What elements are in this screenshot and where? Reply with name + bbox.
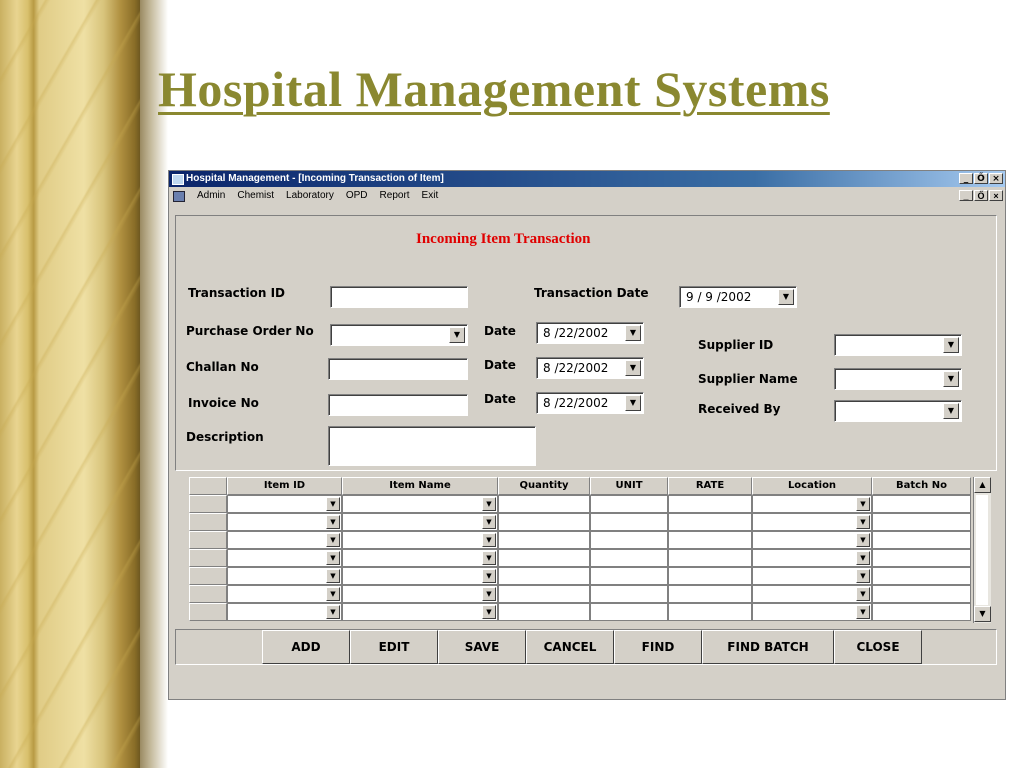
challan-date-label: Date xyxy=(484,358,516,372)
cancel-button[interactable]: CANCEL xyxy=(526,630,614,664)
transaction-date-label: Transaction Date xyxy=(534,286,649,300)
unit-cell[interactable] xyxy=(590,585,668,603)
row-header[interactable] xyxy=(189,567,227,585)
supplier-name-label: Supplier Name xyxy=(698,372,798,386)
rate-cell[interactable] xyxy=(668,495,752,513)
chevron-down-icon[interactable]: ▼ xyxy=(943,403,959,419)
chevron-down-icon[interactable]: ▼ xyxy=(326,497,340,511)
chevron-down-icon[interactable]: ▼ xyxy=(326,569,340,583)
batch-no-cell[interactable] xyxy=(872,495,971,513)
edit-button[interactable]: EDIT xyxy=(350,630,438,664)
location-cell[interactable] xyxy=(752,585,872,603)
batch-no-cell[interactable] xyxy=(872,603,971,621)
window-title: Hospital Management - [Incoming Transaction of Item] xyxy=(186,173,444,184)
unit-cell[interactable] xyxy=(590,567,668,585)
menu-admin[interactable]: Admin xyxy=(197,190,226,201)
item-name-cell[interactable] xyxy=(342,585,498,603)
quantity-cell[interactable] xyxy=(498,549,590,567)
rate-cell[interactable] xyxy=(668,531,752,549)
decorative-side-bar xyxy=(0,0,140,768)
challan-date-picker[interactable] xyxy=(536,357,644,379)
received-by-label: Received By xyxy=(698,402,781,416)
chevron-down-icon[interactable]: ▼ xyxy=(856,497,870,511)
challan-label: Challan No xyxy=(186,360,259,374)
item-name-cell[interactable] xyxy=(342,567,498,585)
transaction-id-input[interactable] xyxy=(330,286,468,308)
minimize-button[interactable]: _ xyxy=(959,173,973,184)
child-caption-buttons xyxy=(959,190,1003,201)
chevron-down-icon[interactable]: ▼ xyxy=(943,371,959,387)
window-titlebar[interactable] xyxy=(169,171,1005,187)
chevron-down-icon[interactable]: ▼ xyxy=(326,551,340,565)
scrollbar-track[interactable] xyxy=(976,495,988,605)
supplier-name-select[interactable] xyxy=(834,368,962,390)
rate-cell[interactable] xyxy=(668,549,752,567)
transaction-date-value: 9 / 9 /2002 xyxy=(686,290,752,304)
batch-no-cell[interactable] xyxy=(872,549,971,567)
col-batch-no[interactable]: Batch No xyxy=(872,477,971,495)
location-cell[interactable] xyxy=(752,495,872,513)
rate-cell[interactable] xyxy=(668,603,752,621)
po-date-picker[interactable] xyxy=(536,322,644,344)
po-date-label: Date xyxy=(484,324,516,338)
col-location[interactable]: Location xyxy=(752,477,872,495)
add-button[interactable]: ADD xyxy=(262,630,350,664)
item-name-cell[interactable] xyxy=(342,495,498,513)
slide-title: Hospital Management Systems xyxy=(158,61,830,117)
location-cell[interactable] xyxy=(752,603,872,621)
rate-cell[interactable] xyxy=(668,567,752,585)
batch-no-cell[interactable] xyxy=(872,585,971,603)
rate-cell[interactable] xyxy=(668,513,752,531)
close-button[interactable]: CLOSE xyxy=(834,630,922,664)
item-name-cell[interactable] xyxy=(342,531,498,549)
transaction-date-picker[interactable] xyxy=(679,286,797,308)
batch-no-cell[interactable] xyxy=(872,531,971,549)
row-header[interactable] xyxy=(189,513,227,531)
arrow-up-icon[interactable]: ▲ xyxy=(974,477,991,493)
quantity-cell[interactable] xyxy=(498,585,590,603)
item-id-cell[interactable] xyxy=(227,567,342,585)
window-caption-buttons xyxy=(959,173,1003,184)
item-id-cell[interactable] xyxy=(227,585,342,603)
challan-input[interactable] xyxy=(328,358,468,380)
chevron-down-icon[interactable]: ▼ xyxy=(856,587,870,601)
row-header[interactable] xyxy=(189,531,227,549)
invoice-label: Invoice No xyxy=(188,396,259,410)
chevron-down-icon[interactable]: ▼ xyxy=(625,395,641,411)
col-quantity[interactable]: Quantity xyxy=(498,477,590,495)
item-id-cell[interactable] xyxy=(227,531,342,549)
menu-chemist[interactable]: Chemist xyxy=(237,190,275,201)
unit-cell[interactable] xyxy=(590,531,668,549)
location-cell[interactable] xyxy=(752,513,872,531)
chevron-down-icon[interactable]: ▼ xyxy=(856,551,870,565)
transaction-id-label: Transaction ID xyxy=(188,286,286,300)
menu-exit[interactable]: Exit xyxy=(421,190,439,201)
chevron-down-icon[interactable]: ▼ xyxy=(856,515,870,529)
chevron-down-icon[interactable]: ▼ xyxy=(856,605,870,619)
description-input[interactable] xyxy=(328,426,536,466)
location-cell[interactable] xyxy=(752,531,872,549)
chevron-down-icon[interactable]: ▼ xyxy=(625,360,641,376)
invoice-input[interactable] xyxy=(328,394,468,416)
quantity-cell[interactable] xyxy=(498,495,590,513)
chevron-down-icon[interactable]: ▼ xyxy=(482,497,496,511)
quantity-cell[interactable] xyxy=(498,513,590,531)
menu-laboratory[interactable]: Laboratory xyxy=(286,190,334,201)
unit-cell[interactable] xyxy=(590,495,668,513)
form-panel xyxy=(175,215,997,471)
chevron-down-icon[interactable]: ▼ xyxy=(482,569,496,583)
grid-scrollbar[interactable] xyxy=(973,477,991,623)
po-date-value: 8 /22/2002 xyxy=(543,326,609,340)
invoice-date-picker[interactable] xyxy=(536,392,644,414)
chevron-down-icon[interactable]: ▼ xyxy=(482,533,496,547)
menu-opd[interactable]: OPD xyxy=(345,190,368,201)
supplier-id-select[interactable] xyxy=(834,334,962,356)
purchase-order-label: Purchase Order No xyxy=(186,324,314,338)
item-id-cell[interactable] xyxy=(227,603,342,621)
chevron-down-icon[interactable]: ▼ xyxy=(482,551,496,565)
chevron-down-icon[interactable]: ▼ xyxy=(778,289,794,305)
quantity-cell[interactable] xyxy=(498,531,590,549)
invoice-date-label: Date xyxy=(484,392,516,406)
row-header[interactable] xyxy=(189,549,227,567)
chevron-down-icon[interactable]: ▼ xyxy=(482,587,496,601)
invoice-date-value: 8 /22/2002 xyxy=(543,396,609,410)
col-item-id[interactable]: Item ID xyxy=(227,477,342,495)
location-cell[interactable] xyxy=(752,567,872,585)
chevron-down-icon[interactable]: ▼ xyxy=(856,533,870,547)
chevron-down-icon[interactable]: ▼ xyxy=(856,569,870,583)
challan-date-value: 8 /22/2002 xyxy=(543,361,609,375)
button-bar xyxy=(175,629,997,665)
row-header[interactable] xyxy=(189,495,227,513)
chevron-down-icon[interactable]: ▼ xyxy=(482,515,496,529)
close-window-button[interactable]: × xyxy=(989,173,1003,184)
item-id-cell[interactable] xyxy=(227,495,342,513)
batch-no-cell[interactable] xyxy=(872,513,971,531)
item-id-cell[interactable] xyxy=(227,513,342,531)
received-by-select[interactable] xyxy=(834,400,962,422)
description-label: Description xyxy=(186,430,264,444)
unit-cell[interactable] xyxy=(590,549,668,567)
form-heading: Incoming Item Transaction xyxy=(416,231,591,247)
save-button[interactable]: SAVE xyxy=(438,630,526,664)
quantity-cell[interactable] xyxy=(498,567,590,585)
chevron-down-icon[interactable]: ▼ xyxy=(943,337,959,353)
row-header[interactable] xyxy=(189,585,227,603)
supplier-id-label: Supplier ID xyxy=(698,338,774,352)
restore-button[interactable]: Ő xyxy=(974,173,988,184)
chevron-down-icon[interactable]: ▼ xyxy=(326,533,340,547)
unit-cell[interactable] xyxy=(590,513,668,531)
menu-bar xyxy=(169,187,1005,205)
row-header[interactable] xyxy=(189,603,227,621)
chevron-down-icon[interactable]: ▼ xyxy=(625,325,641,341)
child-minimize-button[interactable]: _ xyxy=(959,190,973,201)
chevron-down-icon[interactable]: ▼ xyxy=(326,605,340,619)
purchase-order-select[interactable] xyxy=(330,324,468,346)
item-name-cell[interactable] xyxy=(342,549,498,567)
item-name-cell[interactable] xyxy=(342,603,498,621)
item-name-cell[interactable] xyxy=(342,513,498,531)
find-button[interactable]: FIND xyxy=(614,630,702,664)
location-cell[interactable] xyxy=(752,549,872,567)
app-icon xyxy=(172,174,184,185)
grid-corner xyxy=(189,477,227,495)
find-batch-button[interactable]: FIND BATCH xyxy=(702,630,834,664)
chevron-down-icon[interactable]: ▼ xyxy=(326,515,340,529)
menu-report[interactable]: Report xyxy=(379,190,410,201)
rate-cell[interactable] xyxy=(668,585,752,603)
col-unit[interactable]: UNIT xyxy=(590,477,668,495)
chevron-down-icon[interactable]: ▼ xyxy=(482,605,496,619)
chevron-down-icon[interactable]: ▼ xyxy=(449,327,465,343)
item-grid xyxy=(189,477,995,623)
batch-no-cell[interactable] xyxy=(872,567,971,585)
arrow-down-icon[interactable]: ▼ xyxy=(974,606,991,622)
chevron-down-icon[interactable]: ▼ xyxy=(326,587,340,601)
quantity-cell[interactable] xyxy=(498,603,590,621)
item-id-cell[interactable] xyxy=(227,549,342,567)
app-window xyxy=(168,170,1006,700)
document-icon[interactable] xyxy=(173,191,185,202)
col-item-name[interactable]: Item Name xyxy=(342,477,498,495)
col-rate[interactable]: RATE xyxy=(668,477,752,495)
child-close-button[interactable]: × xyxy=(989,190,1003,201)
unit-cell[interactable] xyxy=(590,603,668,621)
child-restore-button[interactable]: Ő xyxy=(974,190,988,201)
